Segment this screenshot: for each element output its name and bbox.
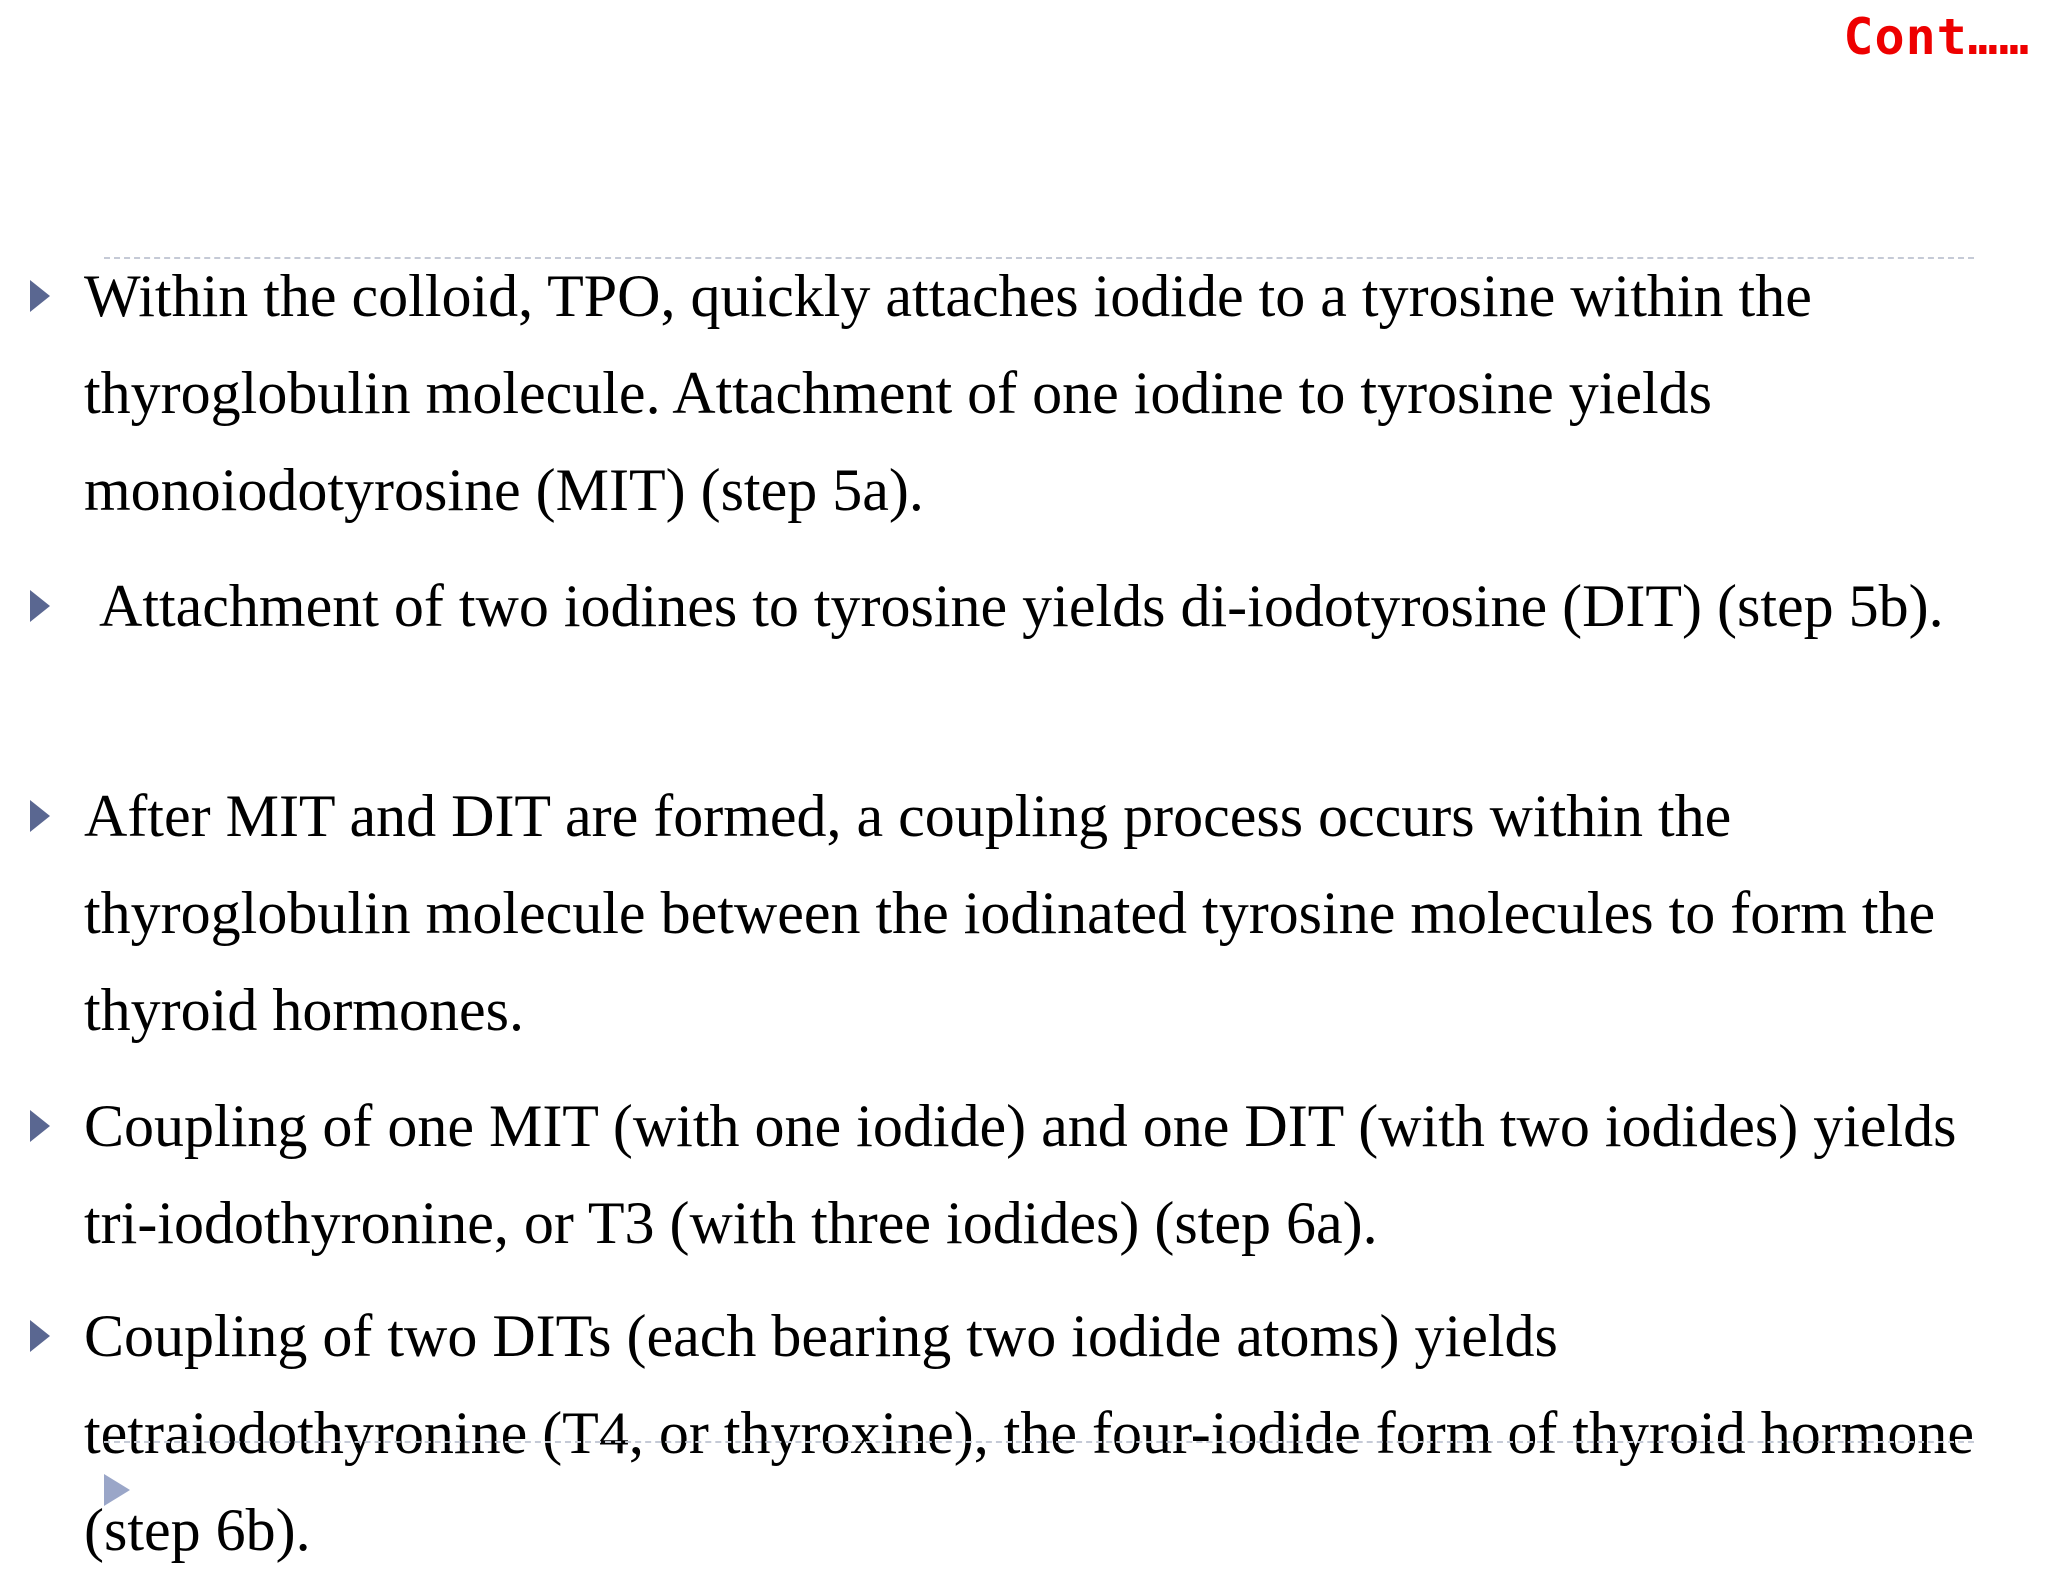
bullet-text: Coupling of two DITs (each bearing two iodide atoms) yields tetraiodothyronine (T4, or thyroxine), the four-iodide form of thyroid hormone (step 6b). [84, 1303, 1989, 1563]
continuation-label: Cont…… [1843, 8, 2030, 66]
triangle-guide-marker-icon [104, 1474, 130, 1506]
bottom-placeholder-guide-line [104, 1441, 1974, 1443]
triangle-bullet-icon [30, 800, 50, 832]
triangle-bullet-icon [30, 590, 50, 622]
bullet-text: Within the colloid, TPO, quickly attaches iodide to a tyrosine within the thyroglobulin molecule. Attachment of one iodine to tyrosine yields monoiodotyrosine (MIT) (step 5a). [84, 263, 1827, 523]
bullet-text: After MIT and DIT are formed, a coupling process occurs within the thyroglobulin molecule between the iodinated tyrosine molecules to form the thyroid hormones. [84, 783, 1951, 1043]
bullet-text: Attachment of two iodines to tyrosine yields di-iodotyrosine (DIT) (step 5b). [84, 573, 1944, 639]
triangle-bullet-icon [30, 280, 50, 312]
triangle-bullet-icon [30, 1320, 50, 1352]
bullet-text: Coupling of one MIT (with one iodide) and one DIT (with two iodides) yields tri-iodothyronine, or T3 (with three iodides) (step 6a). [84, 1093, 1972, 1256]
triangle-bullet-icon [30, 1110, 50, 1142]
